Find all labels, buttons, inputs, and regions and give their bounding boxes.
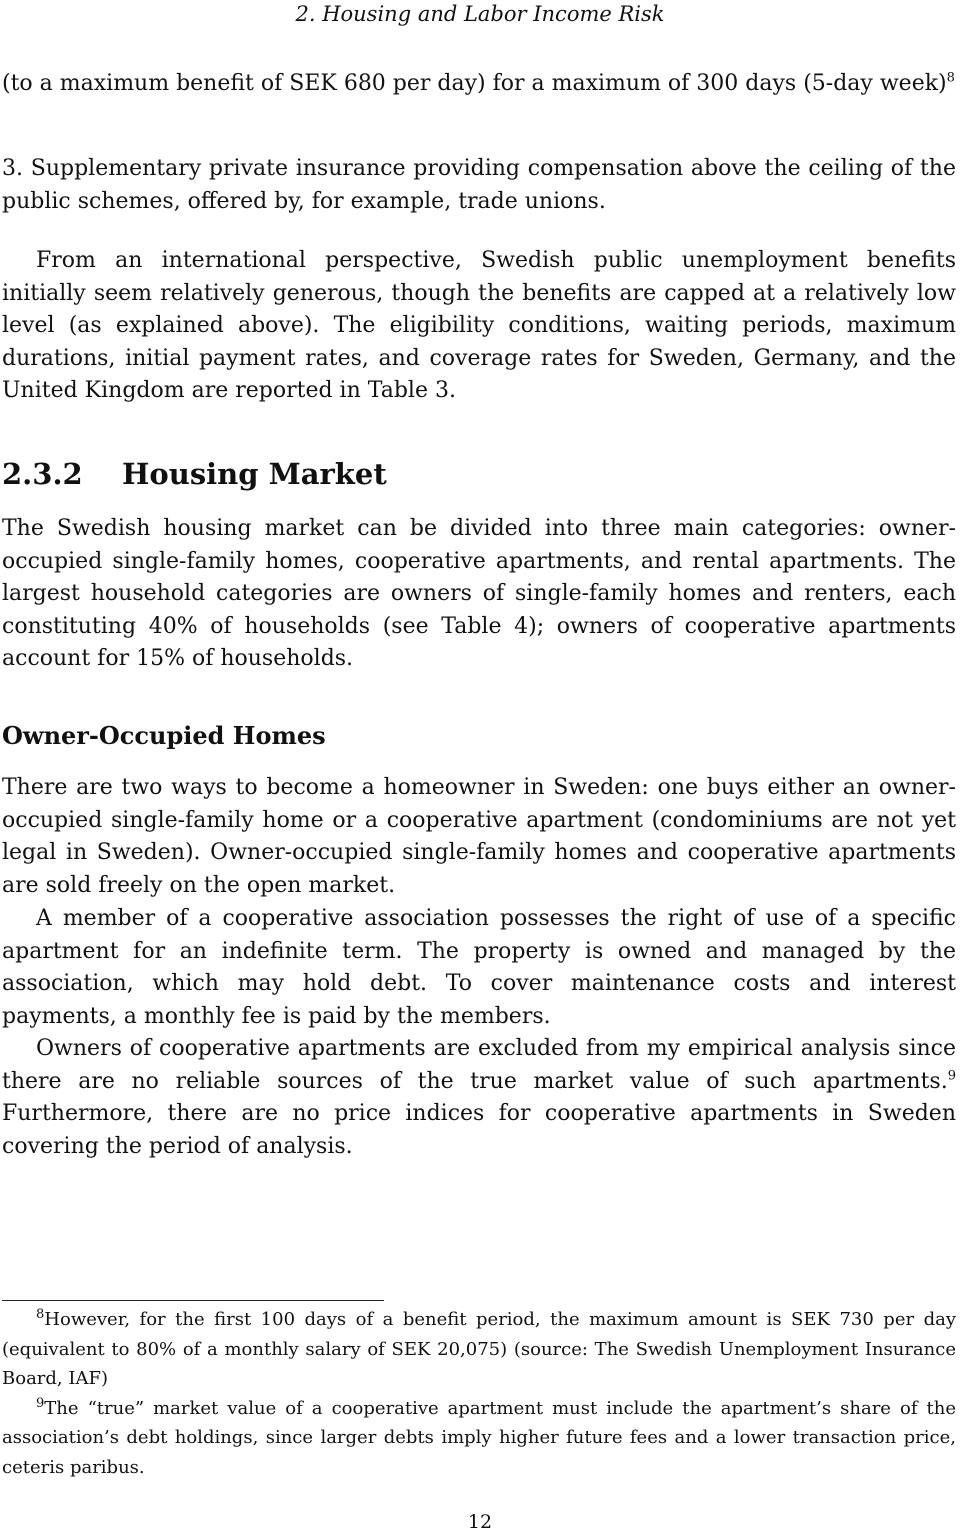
footnote-marker: 9 <box>36 1395 45 1411</box>
footnote-rule <box>2 1300 384 1301</box>
exclusion-text-after: Furthermore, there are no price indices for cooperative apartments in Sweden covering the period of analysis. <box>2 1101 956 1159</box>
footnote-text: The “true” market value of a cooperative apartment must include the apartment’s share of the association’s debt holdings, since larger debts imply higher future fees and a lower transaction price, ceteris paribus. <box>2 1397 956 1478</box>
paragraph-homeowner: There are two ways to become a homeowner in Sweden: one buys either an owner-occupied single-family home or a cooperative apartment (condominiums are not yet legal in Sweden). Owner-occupied single-family homes and cooperative apartments are sold freely on the open market. <box>2 775 956 898</box>
page-number: 12 <box>467 1511 493 1533</box>
continuation-line: (to a maximum benefit of SEK 680 per day) for a maximum of 300 days (5-day week) <box>2 71 947 96</box>
paragraph-benefits: From an international perspective, Swedish public unemployment benefits initially seem relatively generous, though the benefits are capped at a relatively low level (as explained above). The eligibility conditions, waiting periods, maximum durations, initial payment rates, and coverage rates for Sweden, Germany, and the United Kingdom are reported in Table 3. <box>2 248 956 403</box>
paragraph-exclusion <box>2 1033 956 1163</box>
subheading-owner-occupied: Owner-Occupied Homes <box>2 721 326 750</box>
section-number: 2.3.2 <box>2 457 83 491</box>
footnote-9 <box>2 1394 956 1483</box>
continuation-text <box>2 68 956 101</box>
section-heading <box>2 456 387 492</box>
list-item-3: 3. Supplementary private insurance providing compensation above the ceiling of the public schemes, offered by, for example, trade unions. <box>2 156 956 214</box>
section-title: Housing Market <box>122 457 387 491</box>
footnote-8 <box>2 1305 956 1394</box>
footnote-marker: 8 <box>36 1307 45 1322</box>
paragraph-cooperative-association: A member of a cooperative association possesses the right of use of a specific apartment for an indefinite term. The property is owned and managed by the association, which may hold debt. To cover maintenance costs and interest payments, a monthly fee is paid by the members. <box>2 906 956 1029</box>
footnotes <box>2 1305 956 1482</box>
footnote-ref-8: 8 <box>946 70 955 86</box>
footnote-text: However, for the first 100 days of a benefit period, the maximum amount is SEK 730 per day (equivalent to 80% of a monthly salary of SEK 20,075) (source: The Swedish Unemployment Insurance Board, IAF) <box>2 1309 956 1389</box>
footnote-ref-9: 9 <box>947 1068 956 1084</box>
exclusion-text-before: Owners of cooperative apartments are excluded from my empirical analysis since there are no reliable sources of the true market value of such apartments. <box>2 1036 956 1094</box>
running-header: 2. Housing and Labor Income Risk <box>295 2 665 26</box>
paragraph-housing-market: The Swedish housing market can be divided into three main categories: owner-occupied single-family homes, cooperative apartments, and rental apartments. The largest household categories are owners of single-family homes and renters, each constituting 40% of households (see Table 4); owners of cooperative apartments account for 15% of households. <box>2 516 956 671</box>
